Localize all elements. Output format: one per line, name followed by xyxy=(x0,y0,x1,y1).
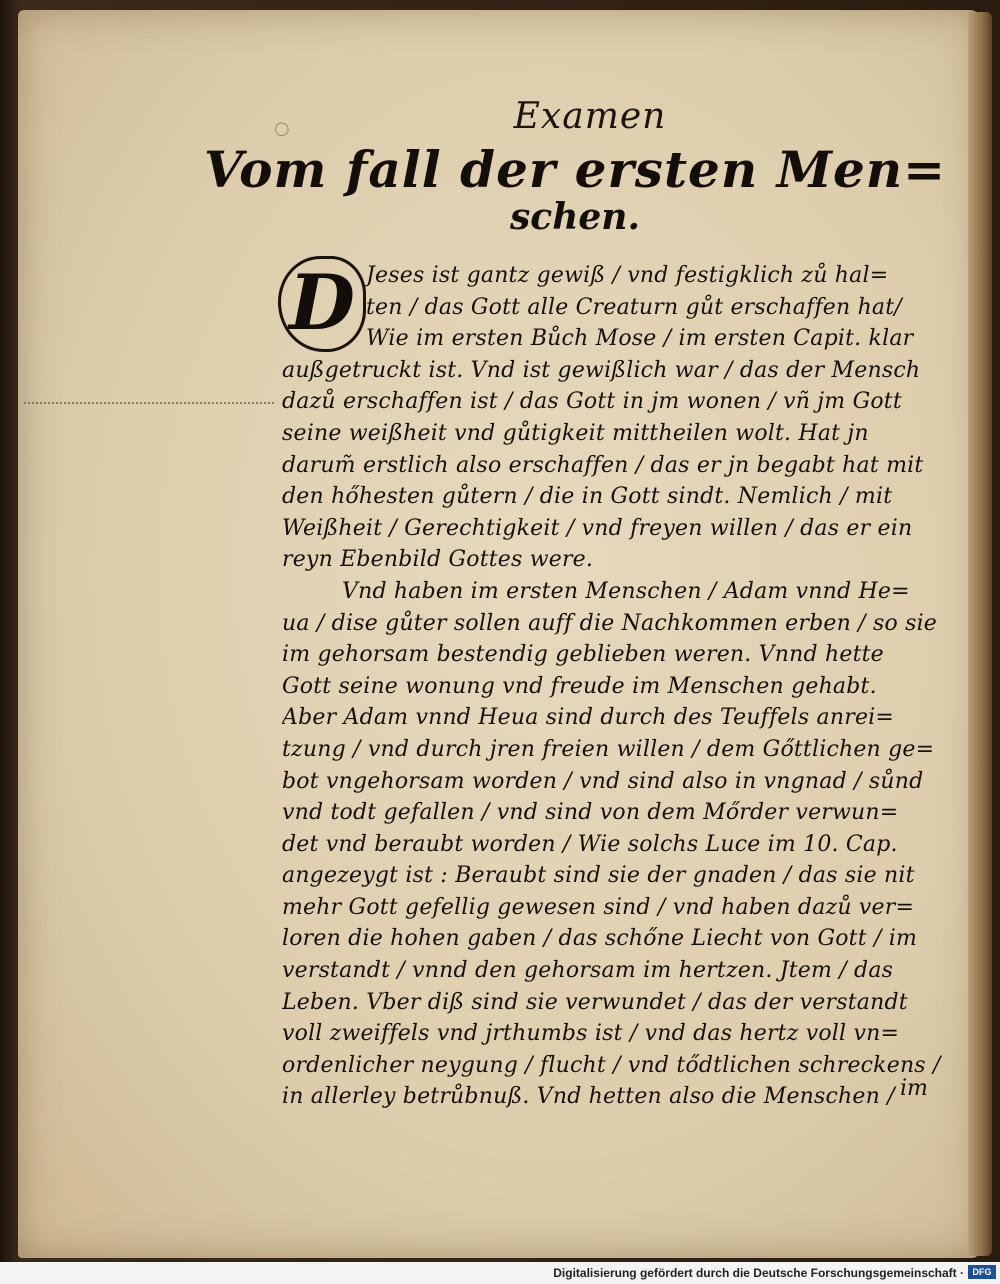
text-line: darum̃ erstlich also erschaffen / das er jn begabt hat mit xyxy=(282,452,924,478)
text-line: ordenlicher neygung / flucht / vnd tődtlichen schreckens / xyxy=(282,1052,941,1078)
margin-mark: ○ xyxy=(274,118,290,139)
text-line: verstandt / vnnd den gehorsam im hertzen. Jtem / das xyxy=(282,958,894,984)
text-line: Jeses ist gantz gewiß / vnd festigklich zů hal= xyxy=(366,263,889,288)
text-line: ten / das Gott alle Creaturn gůt erschaffen hat/ xyxy=(366,294,902,320)
text-line: ua / dise gůter sollen auff die Nachkommen erben / so sie xyxy=(282,610,938,636)
digitization-credit: Digitalisierung gefördert durch die Deutsche Forschungsgemeinschaft · xyxy=(553,1266,964,1280)
margin-dotted-line xyxy=(24,402,274,404)
catchword: im xyxy=(900,1076,928,1101)
text-line: Vnd haben im ersten Menschen / Adam vnnd He= xyxy=(342,578,910,604)
decorated-initial: D xyxy=(278,256,366,352)
body-text xyxy=(282,260,942,1113)
text-line: im gehorsam bestendig geblieben weren. Vnnd hette xyxy=(282,642,884,668)
text-line: vnd todt gefallen / vnd sind von dem Mőrder verwun= xyxy=(282,800,899,826)
text-line: Gott seine wonung vnd freude im Menschen gehabt. xyxy=(282,673,877,699)
text-line: Aber Adam vnnd Heua sind durch des Teuffels anrei= xyxy=(282,705,895,731)
text-line: voll zweiffels vnd jrthumbs ist / vnd das hertz voll vn= xyxy=(282,1021,900,1047)
dfg-logo: DFG xyxy=(968,1265,996,1279)
text-line: tzung / vnd durch jren freien willen / dem Gőttlichen ge= xyxy=(282,736,935,762)
text-line: außgetruckt ist. Vnd ist gewißlich war / das der Mensch xyxy=(282,357,921,383)
text-line: Wie im ersten Bůch Mose / im ersten Capit. klar xyxy=(366,326,914,352)
chapter-title-line-1: Vom fall der ersten Men= xyxy=(203,140,947,199)
text-line: reyn Ebenbild Gottes were. xyxy=(282,547,594,573)
text-line: mehr Gott gefellig gewesen sind / vnd haben dazů ver= xyxy=(282,894,915,920)
text-line: den hőhesten gůtern / die in Gott sindt. Nemlich / mit xyxy=(282,484,893,510)
text-line: Weißheit / Gerechtigkeit / vnd freyen willen / das er ein xyxy=(282,515,913,541)
chapter-title-line-2: schen. xyxy=(510,196,640,238)
text-line: angezeygt ist : Beraubt sind sie der gnaden / das sie nit xyxy=(282,863,915,889)
text-line: seine weißheit vnd gůtigkeit mittheilen wolt. Hat jn xyxy=(282,420,869,446)
text-line: bot vngehorsam worden / vnd sind also in vngnad / sůnd xyxy=(282,768,924,794)
text-line: in allerley betrůbnuß. Vnd hetten also die Menschen / xyxy=(282,1084,895,1110)
text-line: dazů erschaffen ist / das Gott in jm wonen / vñ jm Gott xyxy=(282,389,902,415)
text-line: loren die hohen gaben / das schőne Liecht von Gott / im xyxy=(282,926,918,952)
text-line: det vnd beraubt worden / Wie solchs Luce im 10. Cap. xyxy=(282,831,898,857)
running-header: Examen xyxy=(513,96,667,137)
text-line: Leben. Vber diß sind sie verwundet / das der verstandt xyxy=(282,989,908,1015)
